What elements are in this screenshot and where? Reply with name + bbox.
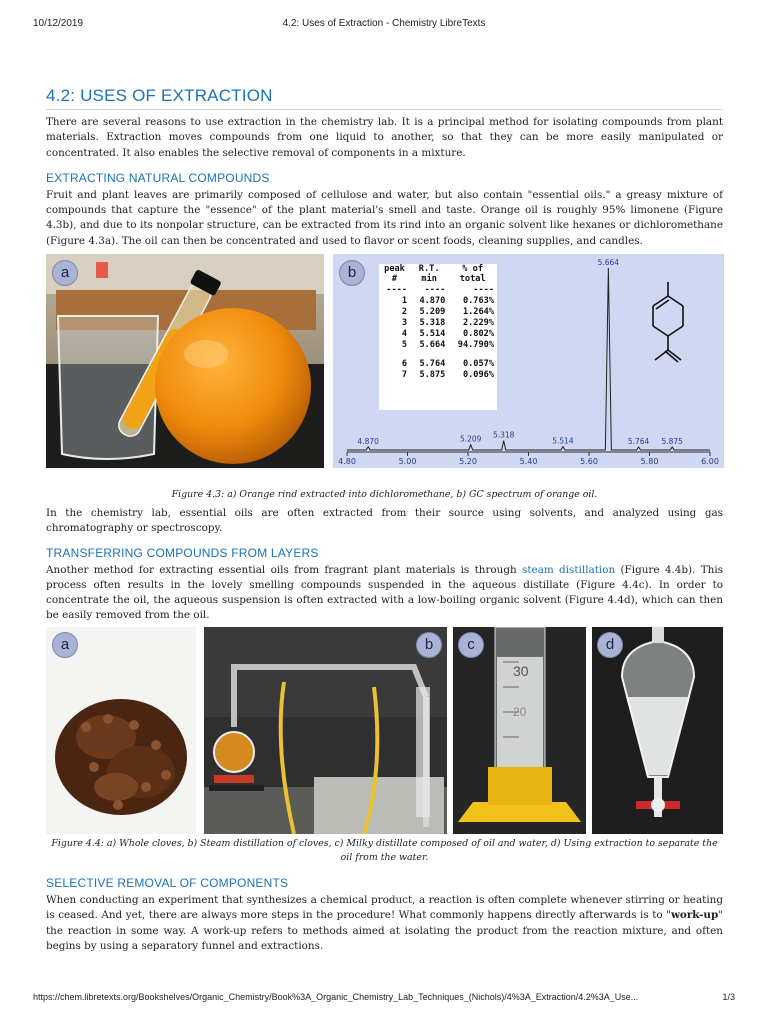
gc-col-pct: % of total bbox=[459, 264, 486, 284]
gc-peak-label: 5.318 bbox=[492, 430, 515, 440]
gc-separator-cell: ---- bbox=[424, 284, 446, 295]
page-title: 4.2: USES OF EXTRACTION bbox=[46, 86, 723, 110]
gc-table bbox=[379, 264, 497, 380]
gc-table-separator bbox=[379, 284, 497, 295]
figure4-label-c: c bbox=[458, 632, 484, 658]
transfer-paragraph bbox=[46, 563, 723, 624]
gc-peak-label: 5.514 bbox=[552, 436, 574, 446]
section-heading-selective: SELECTIVE REMOVAL OF COMPONENTS bbox=[46, 876, 289, 890]
gc-peak-label: 5.764 bbox=[627, 437, 650, 446]
gc-table-row bbox=[379, 358, 497, 369]
gc-separator-cell: ---- bbox=[473, 284, 494, 295]
photo-milky-distillate bbox=[453, 627, 586, 834]
gc-cell-pct: 0.057% bbox=[462, 358, 494, 369]
gc-x-tick-label: 5.80 bbox=[640, 457, 659, 466]
distillation-art bbox=[204, 627, 447, 834]
gc-cell-pct: 0.763% bbox=[462, 295, 494, 306]
photo-steam-distillation bbox=[204, 627, 447, 834]
gc-peak-label: 5.875 bbox=[661, 437, 683, 446]
steam-distillation-link[interactable]: steam distillation bbox=[522, 563, 616, 576]
gc-x-tick-label: 4.80 bbox=[338, 457, 356, 466]
gc-cell-rt: 5.209 bbox=[419, 306, 446, 317]
gc-cell-rt: 5.318 bbox=[419, 317, 446, 328]
gc-x-tick-label: 5.20 bbox=[459, 457, 477, 466]
figure4-label-a: a bbox=[52, 632, 78, 658]
transfer-text-end: (Figure 4.4b). This process often results in the lovely smelling compounds suspended in the aqueous distillate (Figure 4.4c). In order to concentrate the oil, the aqueous suspension is often extracted with a low-boiling organic solvent (Figure 4.4d), which can then be easily removed from the oil. bbox=[46, 563, 723, 622]
print-title: 4.2: Uses of Extraction - Chemistry LibreTexts bbox=[282, 18, 486, 29]
orange-photo-art bbox=[46, 254, 324, 468]
gc-cell-pct: 1.264% bbox=[462, 306, 494, 317]
gc-cell-peak: 5 bbox=[401, 339, 407, 350]
selective-text-start: When conducting an experiment that synthesizes a chemical product, a reaction is often complete whenever stirring or heating is ceased. And yet, there are always more steps in the procedure! What commonly happens directly afterwards is to " bbox=[46, 894, 723, 922]
figure-label-b: b bbox=[339, 260, 365, 286]
gc-table-row bbox=[379, 306, 497, 317]
gc-cell-peak: 3 bbox=[401, 317, 407, 328]
gc-cell-peak: 6 bbox=[401, 358, 407, 369]
gc-cell-rt: 4.870 bbox=[419, 295, 446, 306]
cylinder-art bbox=[453, 627, 586, 834]
transfer-text-start: Another method for extracting essential oils from fragrant plant materials is through bbox=[46, 563, 523, 576]
cylinder-mark-20: 20 bbox=[513, 705, 527, 719]
gc-cell-rt: 5.514 bbox=[419, 328, 446, 339]
gc-peak-label: 5.209 bbox=[459, 434, 482, 444]
gc-cell-peak: 2 bbox=[401, 306, 407, 317]
article-content-lower bbox=[46, 876, 723, 954]
gc-col-rt: R.T. min bbox=[418, 264, 440, 284]
analysis-paragraph: In the chemistry lab, essential oils are often extracted from their source using solvents, and analyzed using gas chromatography or spectroscopy. bbox=[46, 507, 723, 535]
print-date: 10/12/2019 bbox=[33, 18, 84, 29]
gc-peak-label: 4.870 bbox=[357, 436, 379, 446]
figure-4-4-caption: Figure 4.4: a) Whole cloves, b) Steam distillation of cloves, c) Milky distillate composed of oil and water, d) Using extraction to separate the oil from the water. bbox=[51, 838, 718, 863]
gc-chart-panel bbox=[333, 254, 724, 468]
gc-cell-pct: 94.790% bbox=[457, 339, 494, 350]
figure4-label-b: b bbox=[416, 632, 442, 658]
limonene-structure bbox=[653, 282, 683, 362]
cylinder-mark-30: 30 bbox=[513, 663, 529, 679]
print-header bbox=[0, 18, 768, 32]
gc-x-tick-label: 5.40 bbox=[519, 457, 538, 466]
figure-4-3 bbox=[46, 254, 723, 470]
gc-cell-pct: 2.229% bbox=[462, 317, 494, 328]
print-footer bbox=[0, 992, 768, 1006]
article-content bbox=[46, 86, 723, 249]
gc-table-row bbox=[379, 317, 497, 328]
figure4-label-d: d bbox=[597, 632, 623, 658]
gc-table-gap bbox=[379, 350, 497, 358]
gc-table-row bbox=[379, 339, 497, 350]
natural-paragraph: Fruit and plant leaves are primarily composed of cellulose and water, but also contain "essential oils." a greasy mixture of compounds that capture the "essence" of the plant material's smell and taste. Orange oil is roughly 95% limonene (Figure 4.3b), and due to its nonpolar structure, can be extracted from its rind into an organic solvent like hexanes or dichloromethane (Figure 4.3a). The oil can then be concentrated and used to flavor or scent foods, cleaning supplies, and candles. bbox=[46, 188, 723, 247]
cloves-art bbox=[46, 627, 196, 834]
gc-x-tick-label: 5.60 bbox=[580, 457, 598, 466]
intro-paragraph: There are several reasons to use extraction in the chemistry lab. It is a principal method for isolating compounds from plant materials. Extraction moves compounds from one liquid to another, so that they can be more easily manipulated or concentrated. It also enables the selective removal of components in a mixture. bbox=[46, 116, 723, 159]
gc-cell-pct: 0.096% bbox=[462, 369, 494, 380]
article-content-middle bbox=[46, 506, 723, 624]
funnel-art bbox=[592, 627, 723, 834]
section-heading-natural: EXTRACTING NATURAL COMPOUNDS bbox=[46, 170, 270, 185]
gc-cell-pct: 0.802% bbox=[462, 328, 494, 339]
gc-peak-table bbox=[379, 264, 497, 410]
gc-x-tick-label: 5.00 bbox=[398, 457, 417, 466]
gc-table-row bbox=[379, 369, 497, 380]
photo-cloves bbox=[46, 627, 196, 834]
section-heading-transfer: TRANSFERRING COMPOUNDS FROM LAYERS bbox=[46, 545, 319, 560]
page-count: 1/3 bbox=[722, 992, 735, 1002]
photo-separatory-funnel bbox=[592, 627, 723, 834]
gc-table-header-row bbox=[379, 264, 497, 284]
figure-label-a: a bbox=[52, 260, 78, 286]
gc-cell-peak: 1 bbox=[401, 295, 407, 306]
gc-separator-cell: ---- bbox=[386, 284, 407, 295]
gc-cell-rt: 5.875 bbox=[419, 369, 446, 380]
gc-x-tick-label: 6.00 bbox=[701, 457, 719, 466]
gc-col-peak: peak # bbox=[384, 264, 405, 284]
gc-cell-rt: 5.764 bbox=[419, 358, 446, 369]
selective-text-end: " the reaction in some way. A work-up refers to methods aimed at isolating the product from the reaction mixture, and often begins by using a separatory funnel and extractions. bbox=[46, 909, 723, 952]
figure-4-3-caption: Figure 4.3: a) Orange rind extracted into dichloromethane, b) GC spectrum of orange oil. bbox=[171, 489, 598, 500]
gc-cell-peak: 4 bbox=[401, 328, 407, 339]
photo-orange-extraction bbox=[46, 254, 324, 468]
gc-cell-rt: 5.664 bbox=[419, 339, 446, 350]
gc-peak-label: 5.664 bbox=[597, 258, 620, 267]
print-url: https://chem.libretexts.org/Bookshelves/Organic_Chemistry/Book%3A_Organic_Chemistry_Lab_Techniques_(Nichols)/4%3A_Extraction/4.2%3A_Use... bbox=[33, 992, 639, 1002]
gc-cell-peak: 7 bbox=[401, 369, 407, 380]
gc-table-row bbox=[379, 295, 497, 306]
gc-table-row bbox=[379, 328, 497, 339]
selective-paragraph bbox=[46, 893, 723, 954]
work-up-term: work-up bbox=[670, 909, 719, 922]
figure-4-4 bbox=[46, 627, 723, 834]
